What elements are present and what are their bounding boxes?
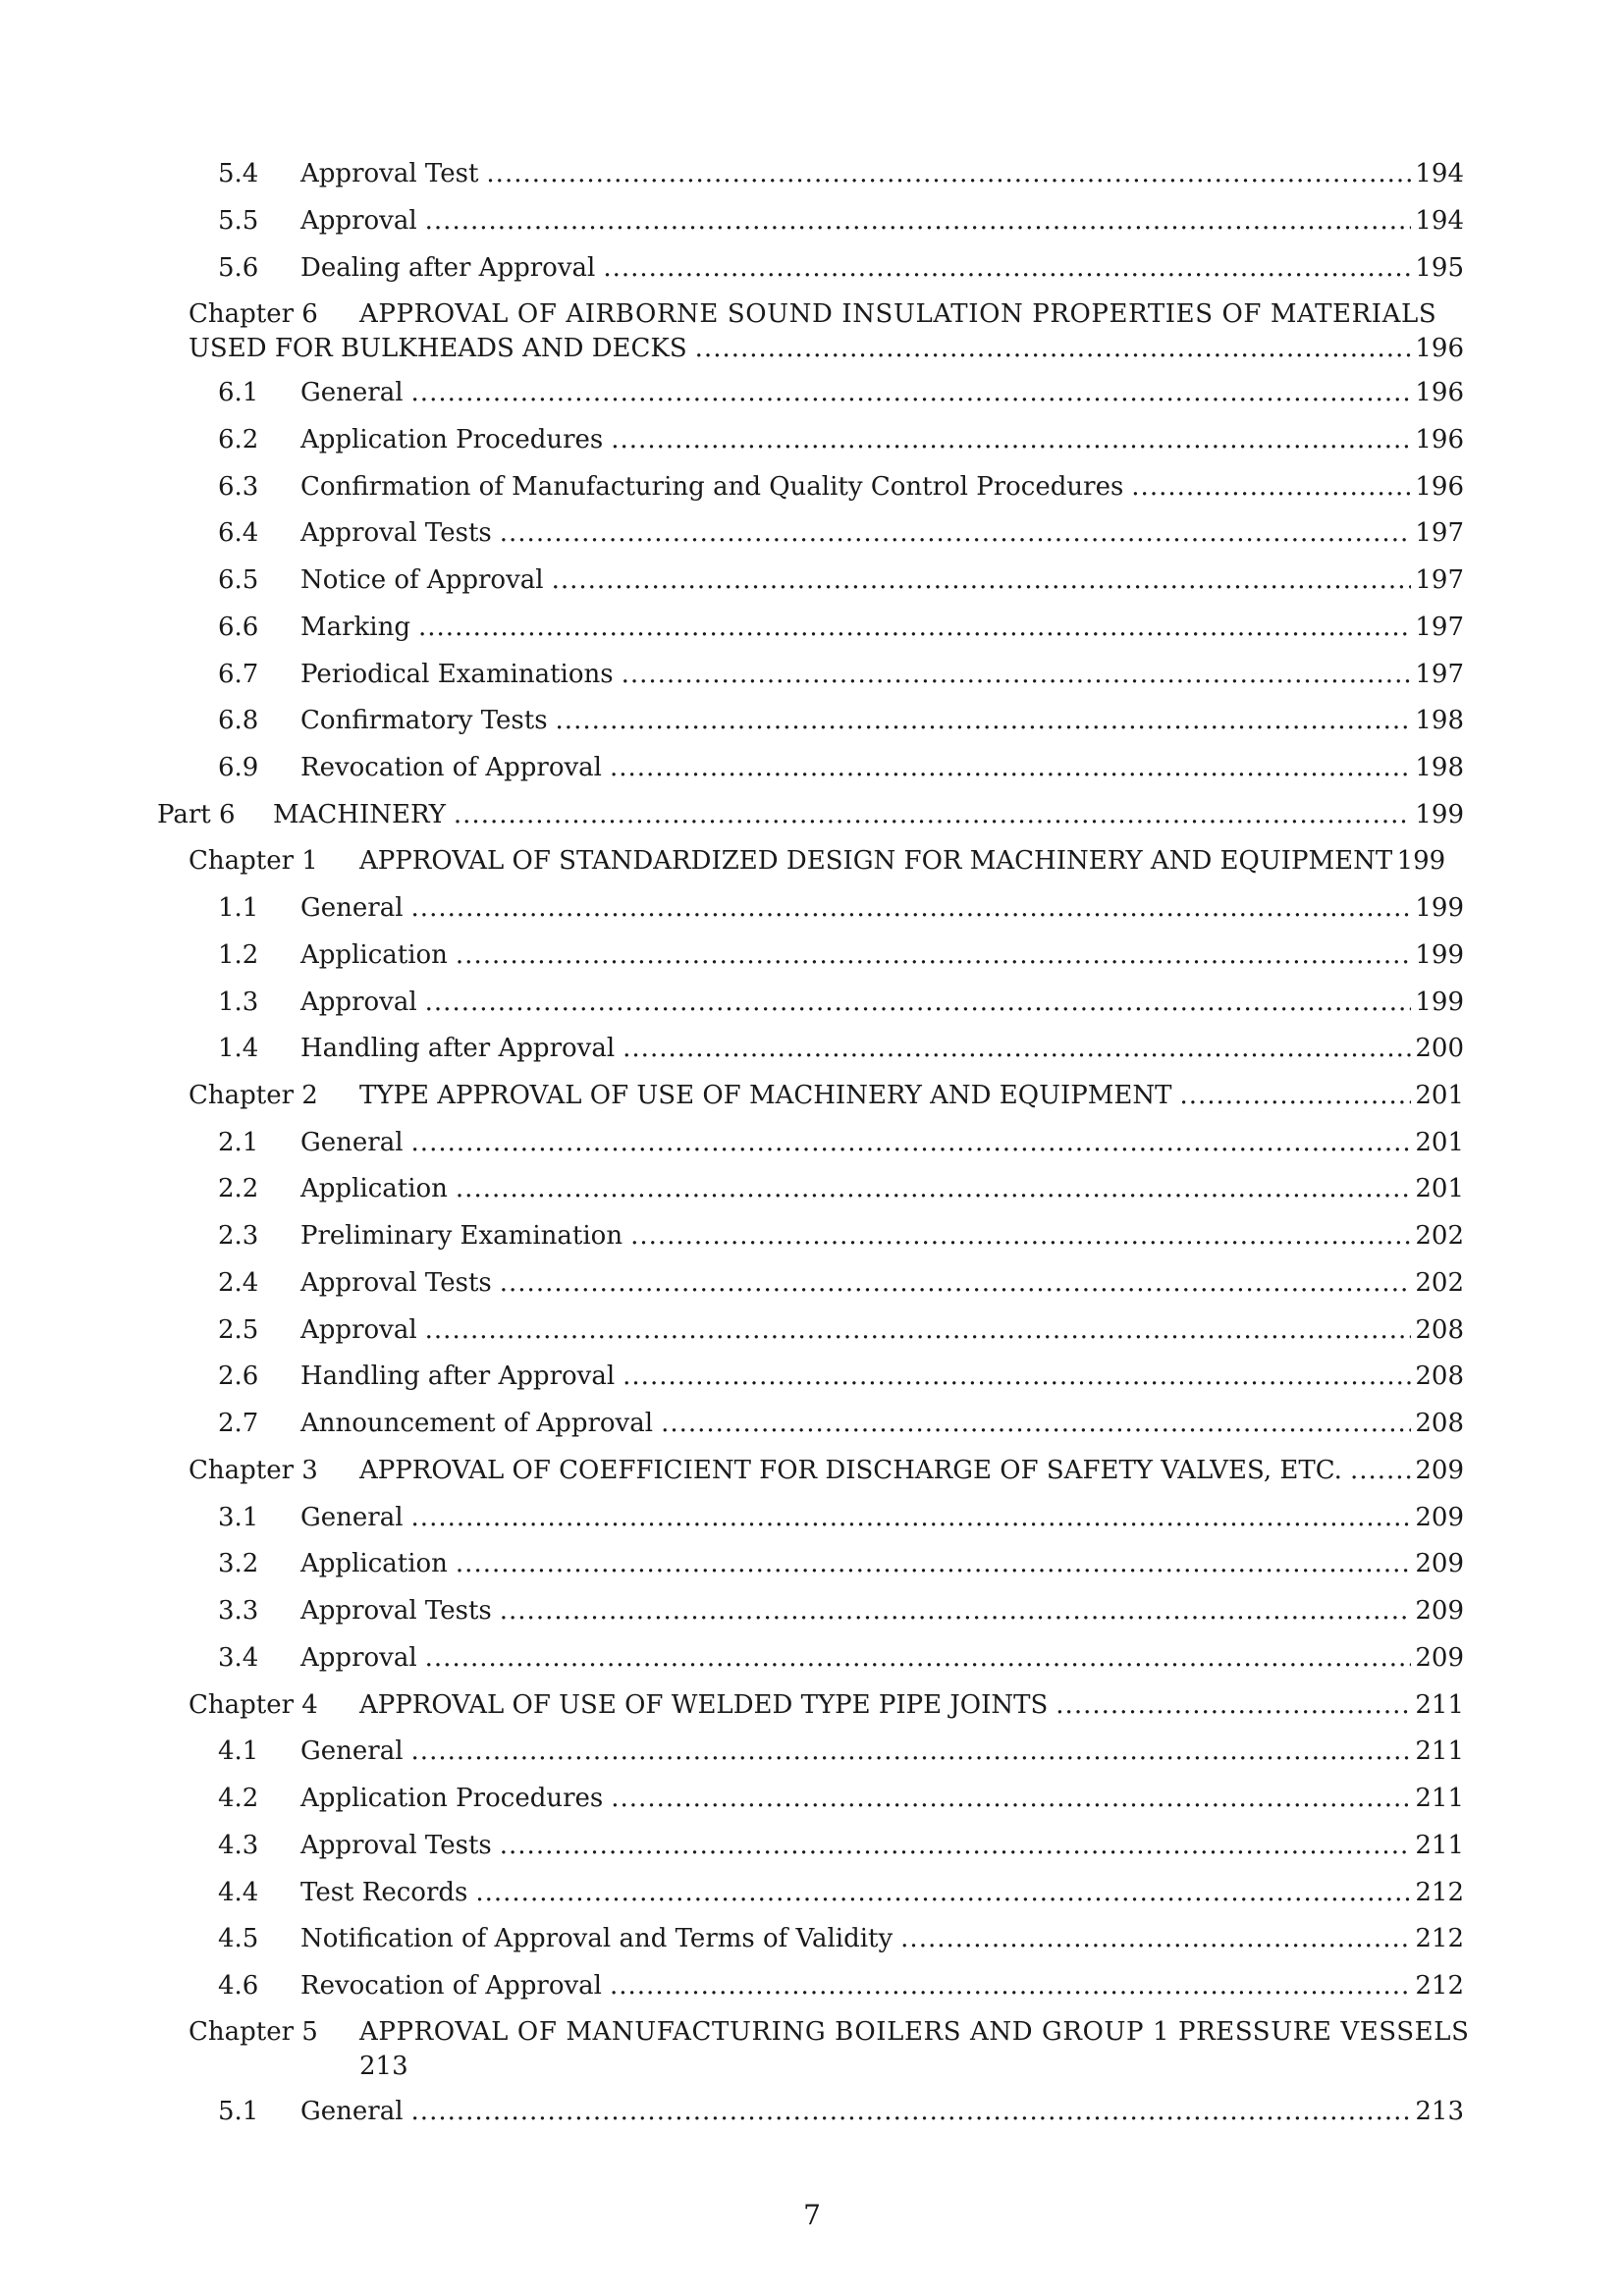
section-number: 2.6 bbox=[218, 1362, 259, 1391]
section-title: Notification of Approval and Terms of Validity bbox=[300, 1924, 893, 1953]
section-title: Confirmatory Tests bbox=[300, 706, 548, 735]
section-number: 3.4 bbox=[218, 1643, 259, 1673]
section-number: 6.6 bbox=[218, 613, 259, 642]
section-title: Confirmation of Manufacturing and Quality Control Procedures bbox=[300, 472, 1124, 502]
section-number: 2.4 bbox=[218, 1268, 259, 1298]
toc-entry[interactable] bbox=[0, 1638, 1624, 1678]
toc-entry[interactable] bbox=[0, 655, 1624, 694]
chapter-title-line2: USED FOR BULKHEADS AND DECKS bbox=[189, 334, 687, 363]
section-number: 2.7 bbox=[218, 1409, 259, 1438]
section-title: Application Procedures bbox=[300, 1784, 604, 1813]
section-title: Application bbox=[300, 1174, 448, 1203]
page-number: 194 bbox=[1415, 206, 1464, 236]
section-title: Dealing after Approval bbox=[300, 253, 596, 283]
page-number: 213 bbox=[1415, 2097, 1464, 2126]
toc-entry[interactable] bbox=[0, 1873, 1624, 1912]
page-number: 199 bbox=[1415, 940, 1464, 970]
toc-entry[interactable] bbox=[0, 561, 1624, 600]
toc-entry[interactable] bbox=[0, 467, 1624, 507]
toc-entry[interactable] bbox=[0, 1216, 1624, 1255]
toc-entry[interactable] bbox=[0, 248, 1624, 288]
page-number: 198 bbox=[1415, 753, 1464, 782]
toc-entry[interactable] bbox=[0, 1779, 1624, 1818]
section-number: 1.2 bbox=[218, 940, 259, 970]
section-number: 5.6 bbox=[218, 253, 259, 283]
section-title: General bbox=[300, 1503, 404, 1532]
toc-chapter-entry[interactable] bbox=[0, 1076, 1624, 1115]
section-number: 5.5 bbox=[218, 206, 259, 236]
page-number: 209 bbox=[1415, 1643, 1464, 1673]
page-number: 209 bbox=[1415, 1503, 1464, 1532]
section-title: Approval Test bbox=[300, 159, 479, 188]
section-number: 6.7 bbox=[218, 660, 259, 689]
page-number: 201 bbox=[1415, 1081, 1464, 1110]
section-title: General bbox=[300, 893, 404, 923]
toc-entry[interactable] bbox=[0, 1310, 1624, 1350]
section-title: Preliminary Examination bbox=[300, 1221, 623, 1251]
section-number: 5.4 bbox=[218, 159, 259, 188]
section-title: Approval Tests bbox=[300, 1831, 492, 1860]
toc-entry[interactable] bbox=[0, 1826, 1624, 1865]
page-number: 194 bbox=[1415, 159, 1464, 188]
section-number: 4.5 bbox=[218, 1924, 259, 1953]
section-title: Revocation of Approval bbox=[300, 753, 602, 782]
toc-entry[interactable] bbox=[0, 1169, 1624, 1208]
chapter-label: Chapter 5 bbox=[189, 2017, 318, 2047]
toc-entry[interactable] bbox=[0, 983, 1624, 1022]
toc-entry[interactable] bbox=[0, 2092, 1624, 2131]
page-number: 196 bbox=[1415, 334, 1464, 363]
section-title: Approval bbox=[300, 1643, 417, 1673]
toc-entry[interactable] bbox=[0, 1123, 1624, 1162]
section-title: Approval bbox=[300, 988, 417, 1017]
page-number: 199 bbox=[1415, 800, 1464, 829]
page-number: 202 bbox=[1415, 1221, 1464, 1251]
page-number: 212 bbox=[1415, 1971, 1464, 2001]
page-number: 196 bbox=[1415, 378, 1464, 407]
page-number: 208 bbox=[1415, 1362, 1464, 1391]
page-number: 208 bbox=[1415, 1315, 1464, 1345]
toc-entry[interactable] bbox=[0, 1966, 1624, 2005]
toc-entry[interactable] bbox=[0, 1591, 1624, 1630]
page-number: 199 bbox=[1415, 893, 1464, 923]
page-footer-number: 7 bbox=[803, 2199, 821, 2231]
section-title: Application bbox=[300, 940, 448, 970]
section-number: 6.9 bbox=[218, 753, 259, 782]
section-number: 6.5 bbox=[218, 565, 259, 595]
section-title: General bbox=[300, 1128, 404, 1157]
page-number: 196 bbox=[1415, 425, 1464, 454]
page-number: 197 bbox=[1415, 518, 1464, 548]
section-number: 6.1 bbox=[218, 378, 259, 407]
chapter-title: APPROVAL OF USE OF WELDED TYPE PIPE JOINTS bbox=[359, 1690, 1049, 1720]
section-title: Approval Tests bbox=[300, 1268, 492, 1298]
chapter-title-continued[interactable] bbox=[189, 331, 1464, 366]
section-title: Approval bbox=[300, 206, 417, 236]
section-number: 6.4 bbox=[218, 518, 259, 548]
chapter-title[interactable]: APPROVAL OF MANUFACTURING BOILERS AND GROUP 1 PRESSURE VESSELS bbox=[359, 2017, 1470, 2047]
page-number: 197 bbox=[1415, 565, 1464, 595]
page-number: 195 bbox=[1415, 253, 1464, 283]
chapter-label: Chapter 6 bbox=[189, 299, 318, 329]
page-number: 201 bbox=[1415, 1128, 1464, 1157]
toc-entry[interactable] bbox=[0, 748, 1624, 787]
toc-entry[interactable] bbox=[0, 1029, 1624, 1068]
section-title: Revocation of Approval bbox=[300, 1971, 602, 2001]
page-number: 212 bbox=[1415, 1878, 1464, 1907]
page-number: 201 bbox=[1415, 1174, 1464, 1203]
section-number: 2.2 bbox=[218, 1174, 259, 1203]
toc-entry[interactable] bbox=[0, 420, 1624, 459]
chapter-label: Chapter 3 bbox=[189, 1456, 318, 1485]
section-number: 6.3 bbox=[218, 472, 259, 502]
page-number: 209 bbox=[1415, 1456, 1464, 1485]
section-number: 3.2 bbox=[218, 1549, 259, 1578]
section-title: Notice of Approval bbox=[300, 565, 544, 595]
toc-entry[interactable] bbox=[0, 608, 1624, 647]
chapter-title: APPROVAL OF STANDARDIZED DESIGN FOR MACHINERY AND EQUIPMENT bbox=[359, 846, 1393, 876]
toc-entry[interactable] bbox=[0, 888, 1624, 928]
page-number: 211 bbox=[1415, 1784, 1464, 1813]
section-title: Periodical Examinations bbox=[300, 660, 614, 689]
toc-entry[interactable] bbox=[0, 201, 1624, 240]
section-number: 1.3 bbox=[218, 988, 259, 1017]
section-number: 2.5 bbox=[218, 1315, 259, 1345]
section-title: Approval bbox=[300, 1315, 417, 1345]
section-title: Marking bbox=[300, 613, 411, 642]
page-number: 213 bbox=[359, 2052, 408, 2081]
chapter-label: Chapter 2 bbox=[189, 1081, 318, 1110]
toc-entry[interactable] bbox=[0, 513, 1624, 553]
toc-entry[interactable] bbox=[0, 1919, 1624, 1958]
section-title: General bbox=[300, 1736, 404, 1766]
section-title: Handling after Approval bbox=[300, 1362, 616, 1391]
toc-entry[interactable] bbox=[0, 1498, 1624, 1537]
toc-chapter-entry[interactable] bbox=[0, 841, 1624, 881]
section-number: 4.3 bbox=[218, 1831, 259, 1860]
chapter-title: APPROVAL OF COEFFICIENT FOR DISCHARGE OF SAFETY VALVES, ETC. bbox=[359, 1456, 1342, 1485]
section-title: Announcement of Approval bbox=[300, 1409, 654, 1438]
page-number: 202 bbox=[1415, 1268, 1464, 1298]
chapter-title[interactable]: APPROVAL OF AIRBORNE SOUND INSULATION PROPERTIES OF MATERIALS bbox=[359, 299, 1437, 329]
section-number: 4.1 bbox=[218, 1736, 259, 1766]
toc-entry[interactable] bbox=[0, 1732, 1624, 1771]
section-title: Approval Tests bbox=[300, 1596, 492, 1626]
page-number: 200 bbox=[1415, 1034, 1464, 1063]
section-number: 4.2 bbox=[218, 1784, 259, 1813]
section-number: 2.1 bbox=[218, 1128, 259, 1157]
section-number: 4.4 bbox=[218, 1878, 259, 1907]
chapter-label: Chapter 4 bbox=[189, 1690, 318, 1720]
toc-entry[interactable] bbox=[0, 373, 1624, 412]
toc-part-entry[interactable] bbox=[0, 795, 1624, 834]
section-number: 6.8 bbox=[218, 706, 259, 735]
section-title: Application bbox=[300, 1549, 448, 1578]
page-number: 196 bbox=[1415, 472, 1464, 502]
section-title: General bbox=[300, 378, 404, 407]
page-number: 211 bbox=[1415, 1831, 1464, 1860]
section-number: 2.3 bbox=[218, 1221, 259, 1251]
section-number: 6.2 bbox=[218, 425, 259, 454]
section-number: 5.1 bbox=[218, 2097, 259, 2126]
section-number: 3.3 bbox=[218, 1596, 259, 1626]
page-number: 198 bbox=[1415, 706, 1464, 735]
page-number: 212 bbox=[1415, 1924, 1464, 1953]
page-number: 209 bbox=[1415, 1596, 1464, 1626]
toc-entry[interactable] bbox=[0, 1263, 1624, 1303]
section-number: 3.1 bbox=[218, 1503, 259, 1532]
toc-entry[interactable] bbox=[0, 701, 1624, 740]
page-number: 199 bbox=[1396, 846, 1446, 876]
page-number: 208 bbox=[1415, 1409, 1464, 1438]
page-number: 197 bbox=[1415, 660, 1464, 689]
toc-chapter-entry[interactable] bbox=[0, 1451, 1624, 1490]
page-number: 197 bbox=[1415, 613, 1464, 642]
toc-entry[interactable] bbox=[0, 1357, 1624, 1396]
section-title: Application Procedures bbox=[300, 425, 604, 454]
section-title: General bbox=[300, 2097, 404, 2126]
chapter-title: TYPE APPROVAL OF USE OF MACHINERY AND EQUIPMENT bbox=[359, 1081, 1172, 1110]
page-number: 209 bbox=[1415, 1549, 1464, 1578]
section-number: 1.1 bbox=[218, 893, 259, 923]
section-title: Test Records bbox=[300, 1878, 468, 1907]
part-title: MACHINERY bbox=[273, 800, 446, 829]
section-title: Approval Tests bbox=[300, 518, 492, 548]
section-number: 4.6 bbox=[218, 1971, 259, 2001]
toc-entry[interactable] bbox=[0, 1544, 1624, 1583]
toc-entry[interactable] bbox=[0, 935, 1624, 975]
section-title: Handling after Approval bbox=[300, 1034, 616, 1063]
toc-entry[interactable] bbox=[0, 154, 1624, 193]
section-number: 1.4 bbox=[218, 1034, 259, 1063]
toc-entry[interactable] bbox=[0, 1404, 1624, 1443]
page-number: 211 bbox=[1415, 1736, 1464, 1766]
part-label: Part 6 bbox=[157, 800, 236, 829]
page-number: 199 bbox=[1415, 988, 1464, 1017]
chapter-label: Chapter 1 bbox=[189, 846, 318, 876]
page-number: 211 bbox=[1415, 1690, 1464, 1720]
toc-chapter-entry[interactable] bbox=[0, 1685, 1624, 1725]
